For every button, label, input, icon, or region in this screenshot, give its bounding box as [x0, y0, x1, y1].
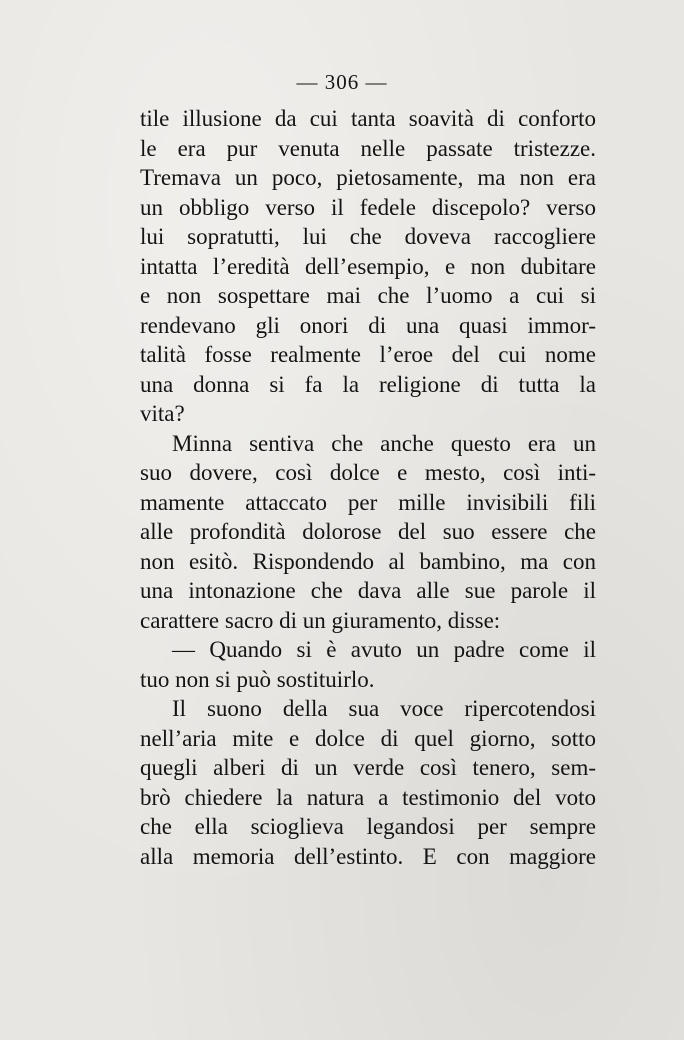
- text-line: — Quando si è avuto un padre come il: [172, 637, 596, 662]
- text-line: una donna si fa la religione di tutta la: [140, 371, 596, 397]
- text-line: tile illusione da cui tanta soavità di conforto: [140, 106, 596, 131]
- text-line: non esitò. Rispondendo al bambino, ma con: [140, 548, 596, 574]
- text-line: Tremava un poco, pietosamente, ma non era: [140, 165, 596, 190]
- text-line: nell’aria mite e dolce di quel giorno, sotto: [140, 725, 596, 751]
- body-text: [140, 104, 596, 871]
- text-line: vita?: [140, 401, 185, 426]
- text-line: brò chiedere la natura a testimonio del voto: [140, 784, 596, 810]
- text-line: e non sospettare mai che l’uomo a cui si: [140, 283, 596, 308]
- text-line: tuo non si può sostituirlo.: [140, 666, 375, 692]
- text-line: un obbligo verso il fedele discepolo? verso: [140, 194, 596, 220]
- text-line: Il suono della sua voce ripercotendosi: [172, 696, 596, 721]
- text-line: rendevano gli onori di una quasi immor-: [140, 312, 596, 338]
- text-line: una intonazione che dava alle sue parole il: [140, 578, 596, 603]
- text-line: intatta l’eredità dell’esempio, e non dubitare: [140, 253, 596, 279]
- text-line: carattere sacro di un giuramento, disse:: [140, 607, 501, 633]
- page-number: — 306 —: [296, 70, 388, 94]
- text-line: alle profondità dolorose del suo essere che: [140, 519, 596, 544]
- text-line: Minna sentiva che anche questo era un: [172, 430, 596, 456]
- text-line: lui sopratutti, lui che doveva raccogliere: [140, 224, 596, 249]
- text-line: che ella scioglieva legandosi per sempre: [140, 814, 596, 839]
- text-line: quegli alberi di un verde così tenero, sem-: [140, 755, 596, 780]
- text-line: le era pur venuta nelle passate tristezze.: [140, 135, 596, 161]
- text-line: mamente attaccato per mille invisibili fili: [140, 489, 596, 515]
- text-line: suo dovere, così dolce e mesto, così inti-: [140, 460, 596, 485]
- text-line: talità fosse realmente l’eroe del cui nome: [140, 342, 596, 367]
- text-line: alla memoria dell’estinto. E con maggiore: [140, 843, 596, 869]
